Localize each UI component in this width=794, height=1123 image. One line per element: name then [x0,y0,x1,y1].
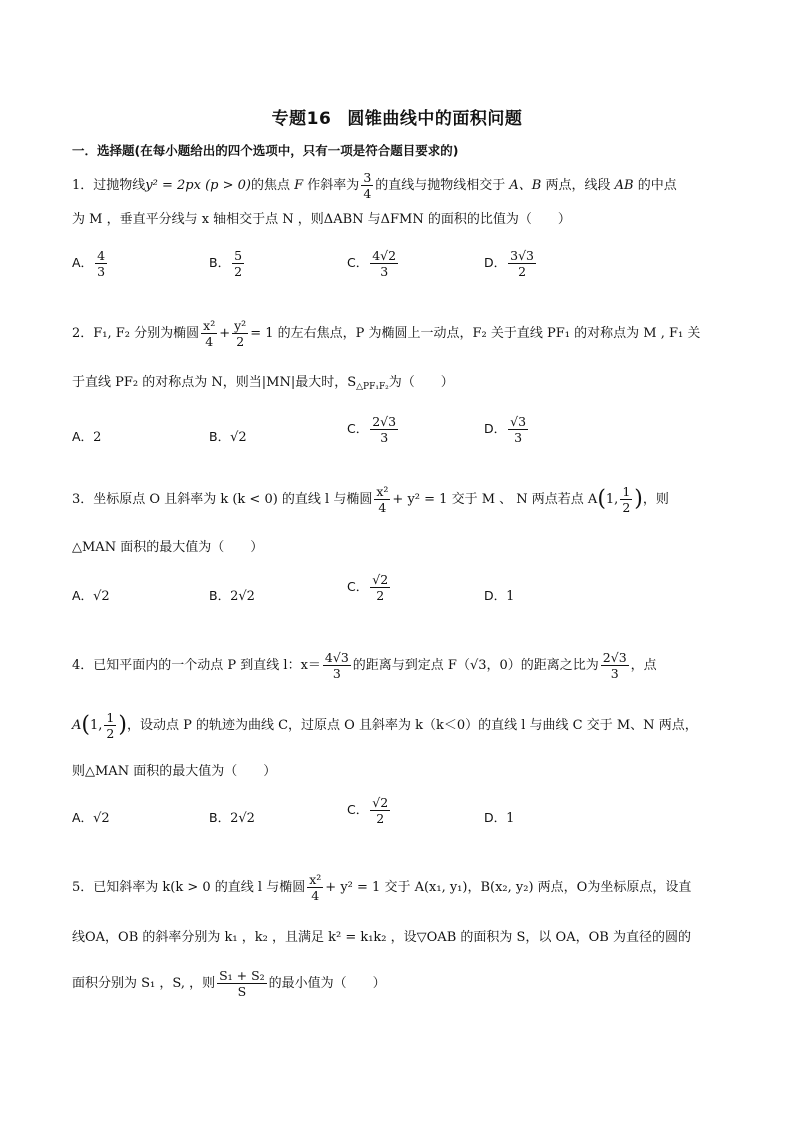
question-3-line-2: △MAN 面积的最大值为（ ） [72,540,264,555]
section-heading: 一．选择题(在每小题给出的四个选项中，只有一项是符合题目要求的) [72,143,459,158]
question-5-line-2: 线OA，OB 的斜率分别为 k₁ ，k₂ ，且满足 k² = k₁k₂ ，设▽OAB 的面积为 S，以 OA，OB 为直径的圆的 [72,930,691,945]
q3-option-c[interactable]: C． $\frac{√2}{2}$ [347,572,389,603]
q1-option-d[interactable]: D． $\frac{3√3}{2}$ [484,248,535,279]
q1-option-a[interactable]: A． $\frac{4}{3}$ [72,248,106,279]
question-1-line-2: 为 M ，垂直平分线与 x 轴相交于点 N ，则ΔABN 与ΔFMN 的面积的比值为（ ） [72,212,571,227]
q4-option-a[interactable]: A．√2 [72,810,110,826]
q3-option-b[interactable]: B．2√2 [209,588,255,604]
question-4-line-1: 4．已知平面内的一个动点 P 到直线 l：x＝ $\frac{4√3}{3}$ 的距离与到定点 F（√3，0）的距离之比为 $\frac{2√3}{3}$ ，点 [72,650,657,681]
q2-option-d[interactable]: D． $\frac{√3}{3}$ [484,414,527,445]
q4-option-c[interactable]: C． $\frac{√2}{2}$ [347,795,389,826]
question-5-line-1: 5．已知斜率为 k(k > 0 的直线 l 与椭圆 $\frac{\text{x²}}{4}$ + y² = 1 交于 A(x₁, y₁)，B(x₂, y₂) 两点，O为坐标原点，设直 [72,872,692,903]
title-topic-name: 圆锥曲线中的面积问题 [347,109,523,129]
q4-option-b[interactable]: B．2√2 [209,810,255,826]
q4-option-d[interactable]: D．1 [484,810,515,826]
question-3-line-1: 3．坐标原点 O 且斜率为 k (k < 0) 的直线 l 与椭圆 $\frac{\text{x²}}{4}$ + y² = 1 交于 M 、 N 两点若点 A(1, $\frac{1}{2}$ )，则 [72,484,669,515]
question-1-line-1: 1．过抛物线y² = 2px (p > 0)的焦点 F 作斜率为 $\frac{3}{4}$ 的直线与抛物线相交于 A、B 两点，线段 AB 的中点 [72,170,677,201]
title-topic-number: 专题16 [271,109,332,129]
slope-fraction: $\frac{3}{4}$ [363,170,372,201]
page-title [0,104,794,129]
question-4-line-2: A(1, $\frac{1}{2}$ )，设动点 P 的轨迹为曲线 C，过原点 O 且斜率为 k（k＜0）的直线 l 与曲线 C 交于 M、N 两点， [72,710,698,741]
q3-option-d[interactable]: D．1 [484,588,515,604]
q2-option-a[interactable]: A．2 [72,429,102,445]
q2-option-c[interactable]: C． $\frac{2√3}{3}$ [347,414,397,445]
question-2-line-2: 于直线 PF₂ 的对称点为 N，则当|MN|最大时，$S_{\triangle PF_1F_2}$为（ ） [72,375,454,392]
q2-option-b[interactable]: B．√2 [209,429,247,445]
question-4-line-3: 则△MAN 面积的最大值为（ ） [72,764,277,779]
q1-option-c[interactable]: C． $\frac{4√2}{3}$ [347,248,397,279]
question-2-line-1: 2．F₁, F₂ 分别为椭圆 $\frac{\text{x²}}{4}$ + $\frac{\text{y²}}{2}$ = 1 的左右焦点，P 为椭圆上一动点，F₂ 关于直线 PF₁ 的对称点为 M , F₁ 关 [72,318,701,349]
q3-option-a[interactable]: A．√2 [72,588,110,604]
q1-option-b[interactable]: B． $\frac{5}{2}$ [209,248,243,279]
question-5-line-3: 面积分别为 S₁ ，S, ，则 $\frac{\text{S₁ + S₂}}{S}$ 的最小值为（ ） [72,968,386,999]
